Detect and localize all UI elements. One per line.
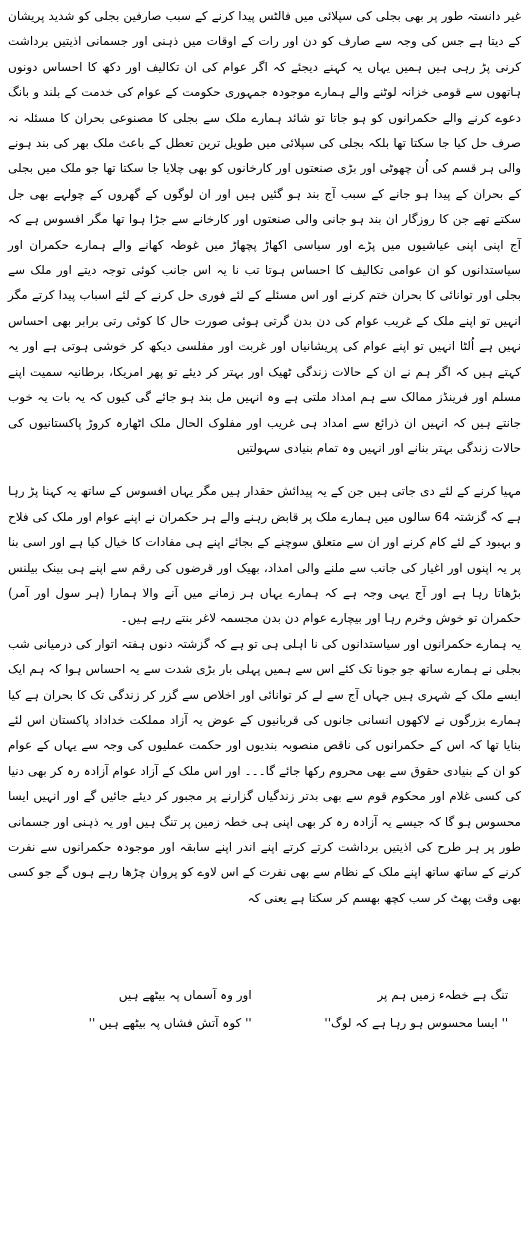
poetry-line: '' ایسا محسوس ہو رہا ہے کہ لوگ'' [324, 1016, 509, 1031]
poetry-line: اور وہ آسماں پہ بیٹھے ہیں [118, 988, 252, 1003]
article-paragraph-3: یہ ہمارے حکمرانوں اور سیاستدانوں کی نا اہلی ہی تو ہے کہ گزشتہ دنوں ہفتہ اتوار کی درمیانی شب بجلی نے ہمارے ساتھ جو جونا تک کئے اس سے ہمیں پہلی بار بڑی شدت سے یہ احساس ہوا کہ ہم ایک ایسے ملک کے شہری ہیں جہاں آج سے لے کر توانائی اور اخلاص سے گزر کر زندگی تک کا بحران ہے کیا ہمارے بزرگوں نے لاکھوں انسانی جانوں کی قربانیوں کے عوض یہ آزاد مملکت خداداد پاکستان اس لئے بنایا تھا کہ اس کے حکمرانوں کی ناقص منصوبہ بندیوں اور حکمت عملیوں کی وجہ سے یہاں کے عوام کو ان کے بنیادی حقوق سے بھی محروم رکھا جائے گا۔۔۔ اور اس ملک کے آزاد عوام آزادہ رہ کر بھی دنیا کی کسی غلام اور محکوم قوم سے بھی بدتر زندگیاں گزارنے پر مجبور کر دیئے جائیں گے اور انہیں ایسا محسوس ہو گا کہ جیسے یہ آزادہ رہ کر بھی اپنی ہی خطہ زمین پر تنگ ہیں اور یہ ذہنی اور جسمانی طور پر ہر طرح کی اذیتیں برداشت کرتے کرتے اپنے اندر اپنے سابقہ اور موجودہ حکمرانوں سے نفرت کرنے کے ساتھ ساتھ اپنے ملک کے نظام سے بھی نفرت کے اس لاوے کو پروان چڑھا رہے ہوں گے جو کسی بھی وقت پھٹ کر سب کچھ بھسم کر سکتا ہے یعنی کہ [8, 636, 521, 905]
poetry-line: '' کوہ آتش فشاں پہ بیٹھے ہیں '' [88, 1016, 252, 1031]
poetry-right-column [277, 981, 508, 1037]
article-paragraph-1: غیر دانستہ طور پر بھی بجلی کی سپلائی میں فالٹس پیدا کرنے کے سبب صارفین بجلی کو شدید پریشان کے دیتا ہے جس کی وجہ سے صارف کو دن اور رات کے اوقات میں ذہنی اور جسمانی اذیتیں برداشت کرنی پڑ رہی ہیں ہمیں یہاں یہ کہنے دیجئے کہ اگر عوام کی ان تکالیف اور دکھ کا احساس دونوں ہاتھوں سے قومی خزانہ لوٹنے والے ہمارے موجودہ جمہوری حکومت کے عوام کی خدمت کے بلند و بانگ دعوے کرنے والے حکمرانوں کو ہو جاتا تو شائد ہمارے ملک سے بجلی کا مصنوعی بحران کا مسئلہ نہ صرف حل کیا جا سکتا تھا بلکہ بجلی کی سپلائی میں طویل ترین تعطل کے باعث ملک بھر کی بند ہونے والی ہر قسم کی اُن چھوٹی اور بڑی صنعتوں اور کارخانوں کو بھی چلایا جا سکتا تھا جو ملک میں بجلی کے بحران کے پیدا ہو جانے کے سبب آج بند ہو گئیں ہیں اور ان لوگوں کے گھروں کے چولہے بھی جل سکتے تھے جن کا روزگار ان بند ہو جانی والی صنعتوں اور کارخانے سے جڑا ہوا تھا مگر افسوس ہے کہ آج اپنی اپنی عیاشیوں میں پڑے اور سیاسی اکھاڑ پچھاڑ میں غوطہ کھانے والے ہمارے حکمران اور سیاستدانوں کو ان عوامی تکالیف کا احساس ہوتا تب نا یہ اس جانب کوئی توجہ دیتے اور ملک سے بجلی اور توانائی کا بحران ختم کرنے اور اس مسئلے کے لئے فوری حل کرنے کے لئے اسباب پیدا کرتے مگر انہیں تو اپنے ملک کے غریب عوام کی دن بدن گرتی ہوئی صورت حال کا کوئی رتی برابر بھی احساس نہیں ہے اُلٹا انہیں تو اپنے عوام کی پریشانیاں اور غربت اور مفلسی دیکھ کر خوشی ہوتی ہے اور یہ کہتے ہیں کہ اگر ہم نے ان کے حالات زندگی ٹھیک اور بہتر کر دیئے تو پھر امریکا، برطانیہ سمیت اپنے مسلم اور فرینڈز ممالک سے ہم امداد ملتی ہے وہ انہیں مل بند ہو جائے گی کیوں کہ یہ بات یہ خوب جانتے ہیں کہ انہیں ان ذرائع سے امداد ہی غریب اور مفلوک الحال ملک اٹھارہ کروڑ پاکستانیوں کی حالات زندگی بہتر بنانے اور انہیں وہ تمام بنیادی سہولتیں [8, 9, 521, 455]
paragraph-gap [8, 461, 521, 479]
poetry-left-column [21, 981, 252, 1037]
article-paragraph-2: مہیا کرنے کے لئے دی جاتی ہیں جن کے یہ پیدائش حقدار ہیں مگر یہاں افسوس کے ساتھ یہ کہنا پڑ رہا ہے کہ گزشتہ 64 سالوں میں ہمارے ملک پر قابض رہنے والے ہر حکمران نے اپنے عوام اور ملک کی فلاح و بہبود کے لئے کام کرنے اور ان سے متعلق سوچنے کے بجائے اپنے ہی مفادات کا خیال کیا ہے اور اسی بنا پر یہ اپنوں اور اغیار کی جانب سے ملنے والی امداد، بھیک اور قرضوں کی رقم سے اپنے ہی بینک بیلنس بڑھاتا رہا ہے اور آج یہی وجہ ہے کہ ہمارے یہاں ہر زمانے میں آنے والا ہمارا (ہر سول اور آمر) حکمران تو خوش وخرم رہا اور بیچارے عوام دن بدن مجسمہ لاغر بنتے رہے ہیں۔ [8, 484, 521, 626]
poetry-couplets [8, 981, 521, 1037]
poetry-line: تنگ ہے خطہء زمیں ہم پر [377, 988, 509, 1003]
